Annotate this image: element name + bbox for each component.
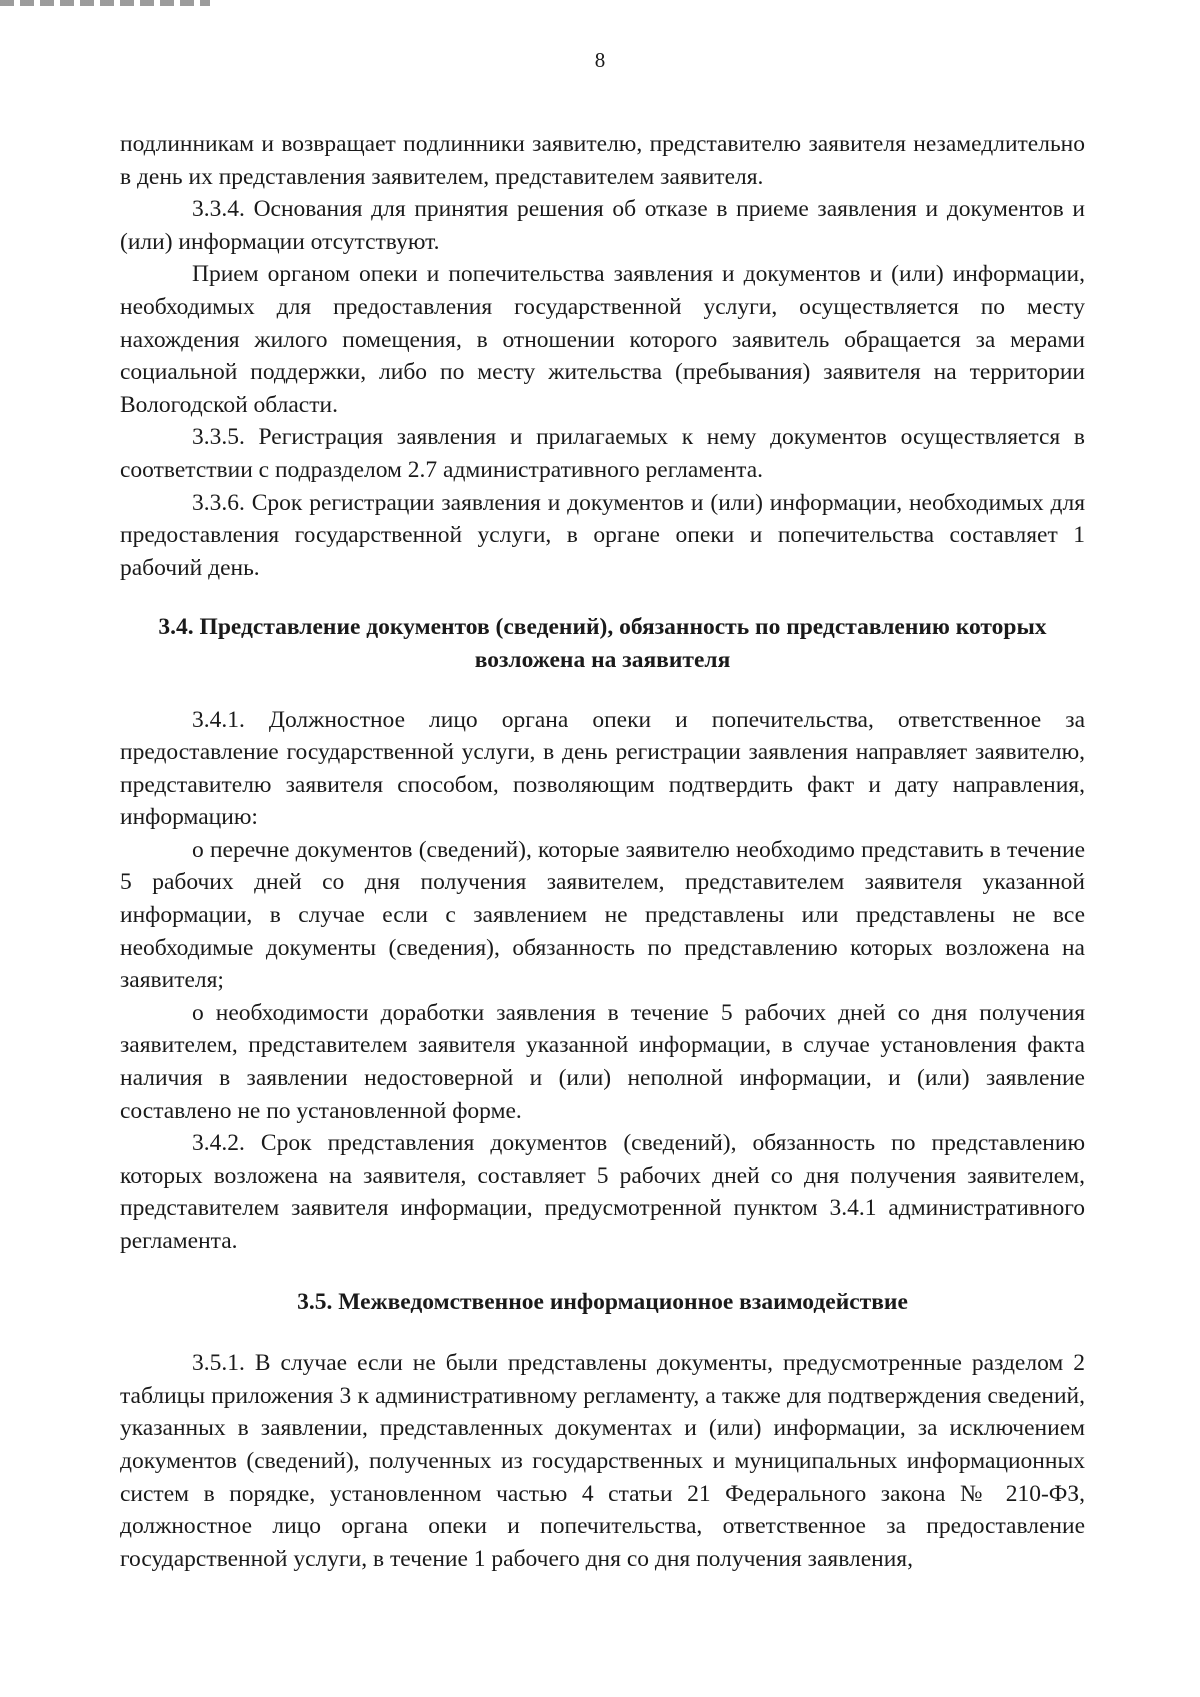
- section-heading-3-5: 3.5. Межведомственное информационное взаимодействие: [297, 1288, 908, 1315]
- page-number: 8: [594, 48, 606, 72]
- paragraph-3-3-4: 3.3.4. Основания для принятия решения об отказе в приеме заявления и документов и (или) информации отсутствуют.: [120, 196, 1085, 255]
- section-heading-3-4: 3.4. Представление документов (сведений), обязанность по представлению которых возложена на заявителя: [158, 614, 1047, 673]
- paragraph-document-list: о перечне документов (сведений), которые заявителю необходимо представить в течение 5 рабочих дней со дня получения заявителем, представителем заявителя указанной информации, в случае если с заявлением не представлены или представлены не все необходимые документы (сведения), обязанность по представлению которых возложена на заявителя;: [120, 836, 1085, 994]
- scan-artifact: [0, 0, 210, 6]
- document-body: [120, 128, 1085, 1575]
- paragraph-3-4-1: 3.4.1. Должностное лицо органа опеки и попечительства, ответственное за предоставление государственной услуги, в день регистрации заявления направляет заявителю, представителю заявителя способом, позволяющим подтвердить факт и дату направления, информацию:: [120, 706, 1085, 831]
- paragraph-3-4-2: 3.4.2. Срок представления документов (сведений), обязанность по представлению которых возложена на заявителя, составляет 5 рабочих дней со дня получения заявителем, представителем заявителя информации, предусмотренной пунктом 3.4.1 административного регламента.: [120, 1130, 1085, 1254]
- paragraph-reception: Прием органом опеки и попечительства заявления и документов и (или) информации, необходимых для предоставления государственной услуги, осуществляется по месту нахождения жилого помещения, в отношении которого заявитель обращается за мерами социальной поддержки, либо по месту жительства (пребывания) заявителя на территории Вологодской области.: [120, 261, 1085, 418]
- paragraph-revision: о необходимости доработки заявления в течение 5 рабочих дней со дня получения заявителем, представителем заявителя указанной информации, в случае установления факта наличия в заявлении недостоверной и (или) неполной информации, и (или) заявление составлено не по установленной форме.: [120, 999, 1085, 1124]
- paragraph-3-3-5: 3.3.5. Регистрация заявления и прилагаемых к нему документов осуществляется в соответствии с подразделом 2.7 административного регламента.: [120, 424, 1085, 483]
- paragraph-3-3-6: 3.3.6. Срок регистрации заявления и документов и (или) информации, необходимых для предоставления государственной услуги, в органе опеки и попечительства составляет 1 рабочий день.: [120, 489, 1085, 581]
- paragraph-continuation: подлинникам и возвращает подлинники заявителю, представителю заявителя незамедлительно в день их представления заявителем, представителем заявителя.: [120, 131, 1085, 190]
- paragraph-3-5-1: 3.5.1. В случае если не были представлены документы, предусмотренные разделом 2 таблицы приложения 3 к административному регламенту, а также для подтверждения сведений, указанных в заявлении, представленных документах и (или) информации, за исключением документов (сведений), полученных из государственных и муниципальных информационных систем в порядке, установленном частью 4 статьи 21 Федерального закона № 210-ФЗ, должностное лицо органа опеки и попечительства, ответственное за предоставление государственной услуги, в течение 1 рабочего дня со дня получения заявления,: [120, 1350, 1085, 1572]
